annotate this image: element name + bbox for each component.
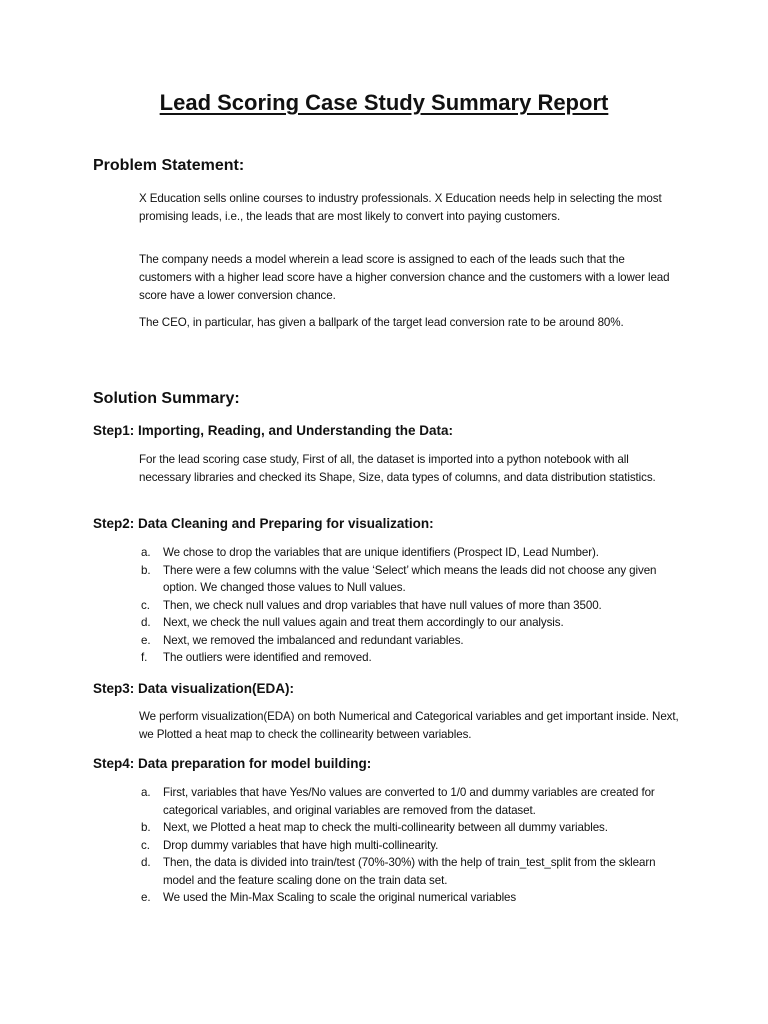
problem-paragraph-1: X Education sells online courses to industry professionals. X Education needs help in selecting the most promising leads, i.e., the leads that are most likely to convert into paying customers.	[139, 192, 662, 223]
step2-list	[139, 544, 684, 667]
list-item	[139, 837, 684, 855]
step4-heading: Step4: Data preparation for model building:	[93, 756, 372, 771]
list-item-text: We chose to drop the variables that are unique identifiers (Prospect ID, Lead Number).	[163, 546, 599, 559]
list-marker: b.	[141, 821, 151, 834]
step1-heading: Step1: Importing, Reading, and Understanding the Data:	[93, 423, 454, 438]
solution-heading: Solution Summary:	[93, 390, 240, 407]
list-item-text: First, variables that have Yes/No values are converted to 1/0 and dummy variables are created for categorical variables, and original variables are removed from the dataset.	[163, 786, 655, 817]
list-marker: d.	[141, 616, 151, 629]
list-item-text: The outliers were identified and removed.	[163, 651, 372, 664]
list-marker: e.	[141, 633, 151, 647]
list-item-text: There were a few columns with the value ‘Select’ which means the leads did not choose any given option. We changed those values to Null values.	[163, 563, 657, 594]
list-item-text: We used the Min-Max Scaling to scale the original numerical variables	[163, 891, 517, 904]
list-item-text: Then, we check null values and drop variables that have null values of more than 3500.	[163, 598, 602, 612]
list-item-text: Drop dummy variables that have high multi-collinearity.	[163, 838, 439, 852]
step1-text: For the lead scoring case study, First of all, the dataset is imported into a python notebook with all necessary libraries and checked its Shape, Size, data types of columns, and data distribution statistics.	[139, 453, 656, 484]
list-item	[139, 562, 684, 597]
list-item-text: Next, we Plotted a heat map to check the multi-collinearity between all dummy variables.	[163, 821, 608, 834]
list-item	[139, 889, 684, 907]
problem-paragraph-2: The company needs a model wherein a lead score is assigned to each of the leads such that the customers with a higher lead score have a higher conversion chance and the customers with a lower lead score have a lower conversion chance.	[139, 253, 670, 302]
list-item	[139, 819, 684, 837]
list-item	[139, 614, 684, 632]
step2-heading: Step2: Data Cleaning and Preparing for visualization:	[93, 516, 434, 531]
list-item	[139, 544, 684, 562]
list-marker: a.	[141, 786, 151, 799]
problem-heading: Problem Statement:	[93, 157, 245, 174]
list-item-text: Next, we check the null values again and treat them accordingly to our analysis.	[163, 616, 564, 629]
list-item	[139, 854, 684, 889]
list-marker: f.	[141, 651, 148, 664]
step3-text: We perform visualization(EDA) on both Numerical and Categorical variables and get important inside. Next, we Plotted a heat map to check the collinearity between variables.	[139, 710, 679, 741]
step3-heading: Step3: Data visualization(EDA):	[93, 681, 295, 696]
list-item-text: Then, the data is divided into train/test (70%-30%) with the help of train_test_split from the sklearn model and the feature scaling done on the train data set.	[163, 856, 656, 887]
list-marker: c.	[141, 598, 150, 612]
list-item	[139, 784, 684, 819]
list-marker: d.	[141, 856, 151, 869]
list-marker: c.	[141, 838, 150, 852]
list-marker: e.	[141, 891, 151, 904]
list-item	[139, 597, 684, 615]
page-title: Lead Scoring Case Study Summary Report	[159, 90, 609, 115]
problem-paragraph-3: The CEO, in particular, has given a ballpark of the target lead conversion rate to be around 80%.	[139, 316, 624, 329]
list-item-text: Next, we removed the imbalanced and redundant variables.	[163, 633, 464, 647]
step4-list	[139, 784, 684, 907]
list-marker: a.	[141, 546, 151, 559]
list-marker: b.	[141, 563, 151, 577]
list-item	[139, 649, 684, 667]
list-item	[139, 632, 684, 650]
